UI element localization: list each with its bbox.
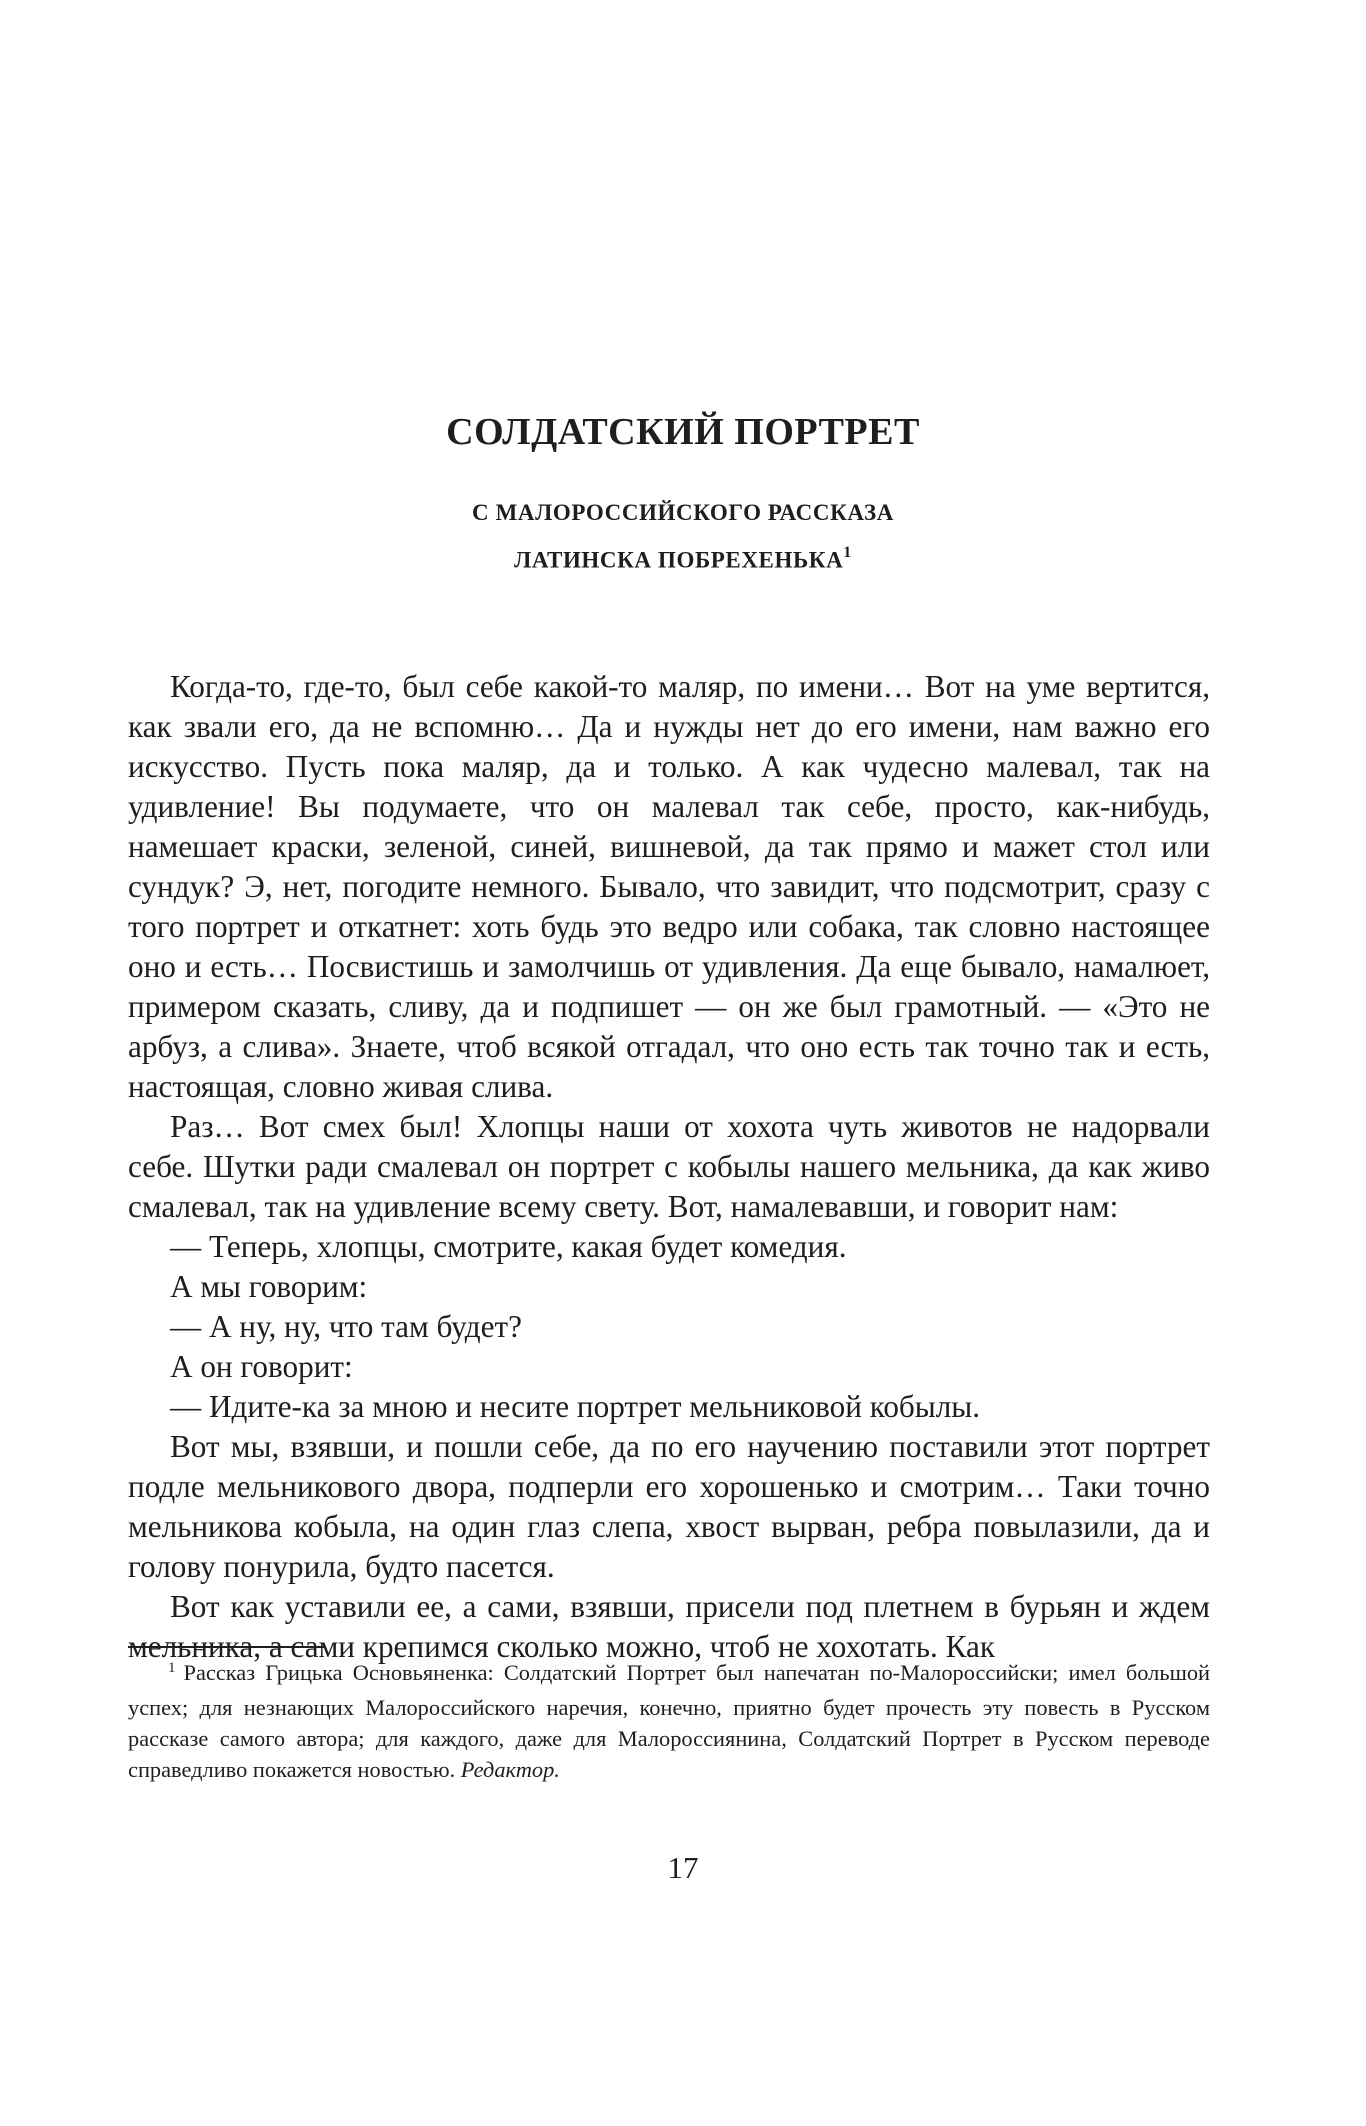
dialogue-line: — Теперь, хлопцы, смотрите, какая будет комедия. (170, 1229, 847, 1264)
dialogue-line: А мы говорим: (170, 1269, 368, 1304)
subtitle-line-2 (0, 534, 1366, 582)
paragraph: Когда-то, где-то, был себе какой-то маляр, по имени… Вот на уме вертится, как звали его, да не вспомню… Да и нужды нет до его имени, нам важно его искусство. Пусть пока маляр, да и только. А как чудесно малевал, так на удивление! Вы подумаете, что он малевал так себе, просто, как-нибудь, намешает краски, зеленой, синей, вишневой, да так прямо и мажет стол или сундук? Э, нет, погодите немного. Бывало, что завидит, что подсмотрит, сразу с того портрет и откатнет: хоть будь это ведро или собака, так словно настоящее оно и есть… Посвистишь и замолчишь от удивления. Да еще бывало, намалюет, примером сказать, сливу, да и подпишет — он же был грамотный. — «Это не арбуз, а слива». Знаете, чтоб всякой отгадал, что оно есть так точно так и есть, настоящая, словно живая слива. (128, 669, 1210, 1104)
footnote-divider (128, 1646, 326, 1648)
dialogue-line: А он говорит: (170, 1349, 353, 1384)
dialogue-line: — А ну, ну, что там будет? (170, 1309, 522, 1344)
subtitle-line-1: С МАЛОРОССИЙСКОГО РАССКАЗА (472, 500, 894, 525)
footnote (128, 1657, 1210, 1785)
paragraph: Раз… Вот смех был! Хлопцы наши от хохота чуть животов не надорвали себе. Шутки ради смалевал он портрет с кобылы нашего мельника, да как живо смалевал, так на удивление всему свету. Вот, намалевавши, и говорит нам: (128, 1109, 1210, 1224)
dialogue-line: — Идите-ка за мною и несите портрет мельниковой кобылы. (170, 1389, 981, 1424)
subtitle-line-2-text: ЛАТИНСКА ПОБРЕХЕНЬКА (514, 547, 844, 573)
footnote-mark: 1 (168, 1660, 176, 1676)
footnote-reference: 1 (843, 544, 852, 561)
page-number: 17 (667, 1850, 699, 1885)
footnote-signature: Редактор. (460, 1757, 560, 1782)
chapter-subtitle (0, 492, 1366, 582)
paragraph: Вот мы, взявши, и пошли себе, да по его научению поставили этот портрет подле мельникового двора, подперли его хорошенько и смотрим… Таки точно мельникова кобыла, на один глаз слепа, хвост вырван, ребра повылазили, да и голову понурила, будто пасется. (128, 1429, 1210, 1584)
paragraph: Вот как уставили ее, а сами, взявши, присели под плетнем в бурьян и ждем мельника, а сами крепимся сколько можно, чтоб не хохотать. Как (128, 1589, 1210, 1664)
main-text (128, 667, 1210, 1667)
footnote-text: Рассказ Грицька Основьяненка: Солдатский Портрет был напечатан по-Малороссийски; имел большой успех; для незнающих Малороссийского наречия, конечно, приятно будет прочесть эту повесть в Русском рассказе самого автора; для каждого, даже для Малороссиянина, Солдатский Портрет в Русском переводе справедливо покажется новостью. (128, 1660, 1210, 1782)
chapter-title: СОЛДАТСКИЙ ПОРТРЕТ (446, 411, 920, 453)
